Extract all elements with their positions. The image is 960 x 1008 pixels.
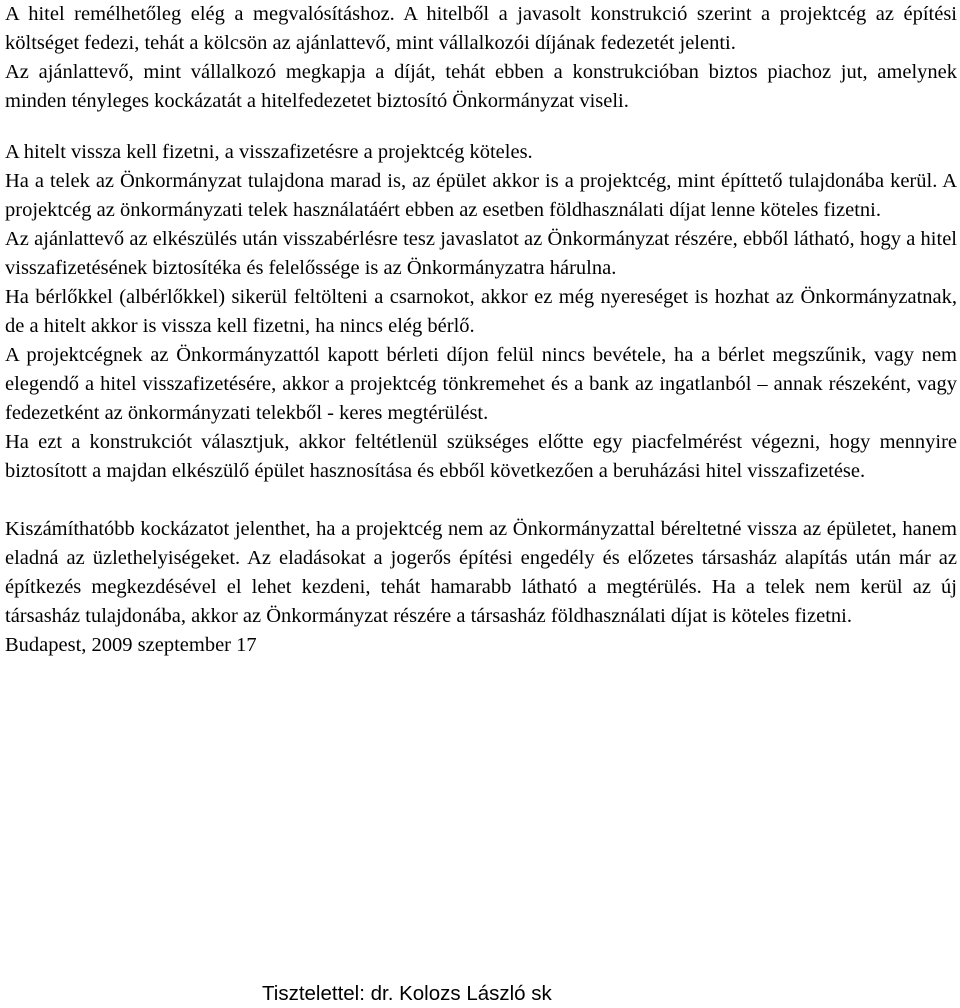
paragraph-gap [5,116,957,138]
date-line: Budapest, 2009 szeptember 17 [5,634,257,656]
paragraph: A hitel remélhetőleg elég a megvalósításhoz. A hitelből a javasolt konstrukció szerint a projektcég az építési költséget fedezi, tehát a kölcsön az ajánlattevő, mint vállalkozói díjának fedezetét jelenti. [5,3,957,54]
paragraph: A hitelt vissza kell fizetni, a visszafizetésre a projektcég köteles. [5,141,533,163]
paragraph-gap [5,486,957,515]
signature: Tisztelettel: dr. Kolozs László sk [262,982,552,1005]
paragraph: Kiszámíthatóbb kockázatot jelenthet, ha a projektcég nem az Önkormányzattal béreltetné vissza az épületet, hanem eladná az üzlethelyiségeket. Az eladásokat a jogerős építési engedély és előzetes társasház alapítás után már az építkezés megkezdésével el lehet kezdeni, tehát hamarabb látható a megtérülés. Ha a telek nem kerül az új társasház tulajdonába, akkor az Önkormányzat részére a társasház földhasználati díjat is köteles fizetni. [5,518,957,627]
paragraph: Az ajánlattevő az elkészülés után visszabérlésre tesz javaslatot az Önkormányzat részére, ebből látható, hogy a hitel visszafizetésének biztosítéka és felelőssége is az Önkormányzatra hárulna. [5,228,957,279]
paragraph: A projektcégnek az Önkormányzattól kapott bérleti díjon felül nincs bevétele, ha a bérlet megszűnik, vagy nem elegendő a hitel visszafizetésére, akkor a projektcég tönkremehet és a bank az ingatlanból – annak részeként, vagy fedezetként az önkormányzati telekből - keres megtérülést. [5,344,957,424]
document-body [5,0,957,660]
paragraph: Az ajánlattevő, mint vállalkozó megkapja a díját, tehát ebben a konstrukcióban biztos piachoz jut, amelynek minden tényleges kockázatát a hitelfedezetet biztosító Önkormányzat viseli. [5,61,957,112]
paragraph: Ha ezt a konstrukciót választjuk, akkor feltétlenül szükséges előtte egy piacfelmérést végezni, hogy mennyire biztosított a majdan elkészülő épület hasznosítása és ebből következően a beruházási hitel visszafizetése. [5,431,957,482]
paragraph: Ha a telek az Önkormányzat tulajdona marad is, az épület akkor is a projektcég, mint építtető tulajdonába kerül. A projektcég az önkormányzati telek használatáért ebben az esetben földhasználati díjat lenne köteles fizetni. [5,170,957,221]
paragraph: Ha bérlőkkel (albérlőkkel) sikerül feltölteni a csarnokot, akkor ez még nyereséget is hozhat az Önkormányzatnak, de a hitelt akkor is vissza kell fizetni, ha nincs elég bérlő. [5,286,957,337]
